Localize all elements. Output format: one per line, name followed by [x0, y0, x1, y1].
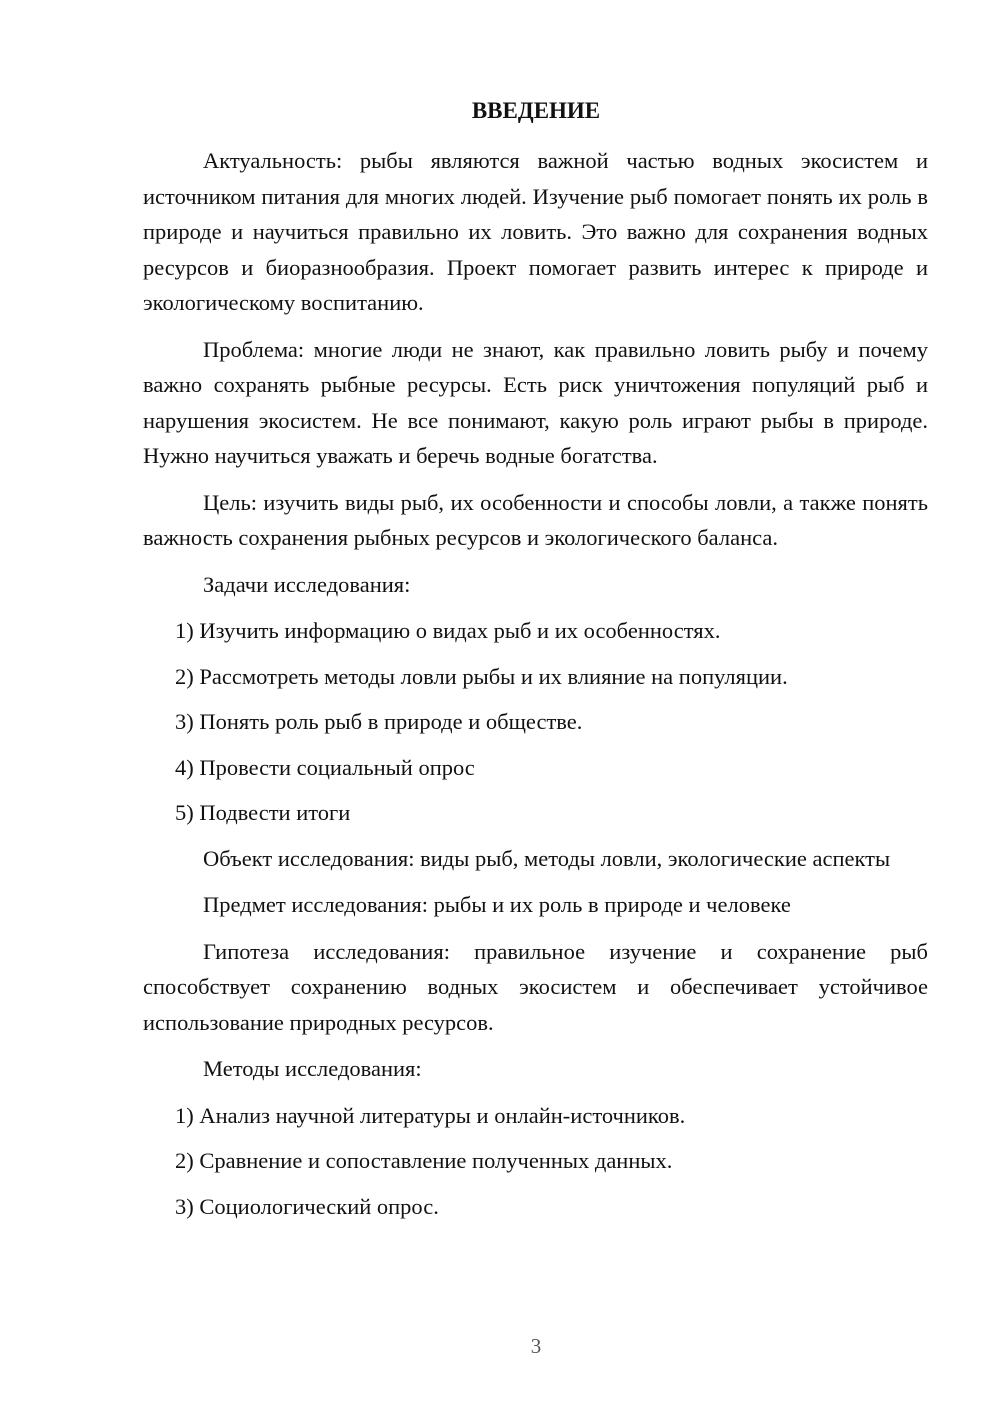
task-item: 3) Понять роль рыб в природе и обществе. — [175, 709, 583, 734]
task-item: 1) Изучить информацию о видах рыб и их особенностях. — [175, 618, 721, 643]
paragraph-object: Объект исследования: виды рыб, методы ловли, экологические аспекты — [203, 845, 891, 871]
paragraph-tasks-heading: Задачи исследования: — [203, 571, 411, 597]
section-heading: ВВЕДЕНИЕ — [471, 98, 601, 123]
paragraph-goal: Цель: изучить виды рыб, их особенности и способы ловли, а также понять важность сохранения рыбных ресурсов и экологического баланса. — [143, 489, 928, 550]
paragraph-relevance: Актуальность: рыбы являются важной частью водных экосистем и источником питания для многих людей. Изучение рыб помогает понять их роль в природе и научиться правильно их ловить. Это важно для сохранения водных ресурсов и биоразнообразия. Проект помогает развить интерес к природе и экологическому воспитанию. — [143, 148, 928, 315]
task-item: 4) Провести социальный опрос — [175, 754, 475, 780]
paragraph-problem: Проблема: многие люди не знают, как правильно ловить рыбу и почему важно сохранять рыбные ресурсы. Есть риск уничтожения популяций рыб и нарушения экосистем. Не все понимают, какую роль играют рыбы в природе. Нужно научиться уважать и беречь водные богатства. — [143, 336, 928, 468]
method-item: 1) Анализ научной литературы и онлайн-источников. — [175, 1102, 686, 1128]
method-item: 2) Сравнение и сопоставление полученных данных. — [175, 1148, 673, 1173]
method-item: 3) Социологический опрос. — [175, 1193, 439, 1219]
section-body — [143, 143, 928, 1234]
task-item: 2) Рассмотреть методы ловли рыбы и их влияние на популяции. — [175, 663, 788, 689]
paragraph-methods-heading: Методы исследования: — [203, 1056, 422, 1081]
paragraph-subject: Предмет исследования: рыбы и их роль в природе и человеке — [203, 892, 791, 917]
page-number: 3 — [530, 1334, 542, 1358]
paragraph-hypothesis: Гипотеза исследования: правильное изучение и сохранение рыб способствует сохранению водных экосистем и обеспечивает устойчивое использование природных ресурсов. — [143, 938, 928, 1035]
task-item: 5) Подвести итоги — [175, 800, 351, 825]
